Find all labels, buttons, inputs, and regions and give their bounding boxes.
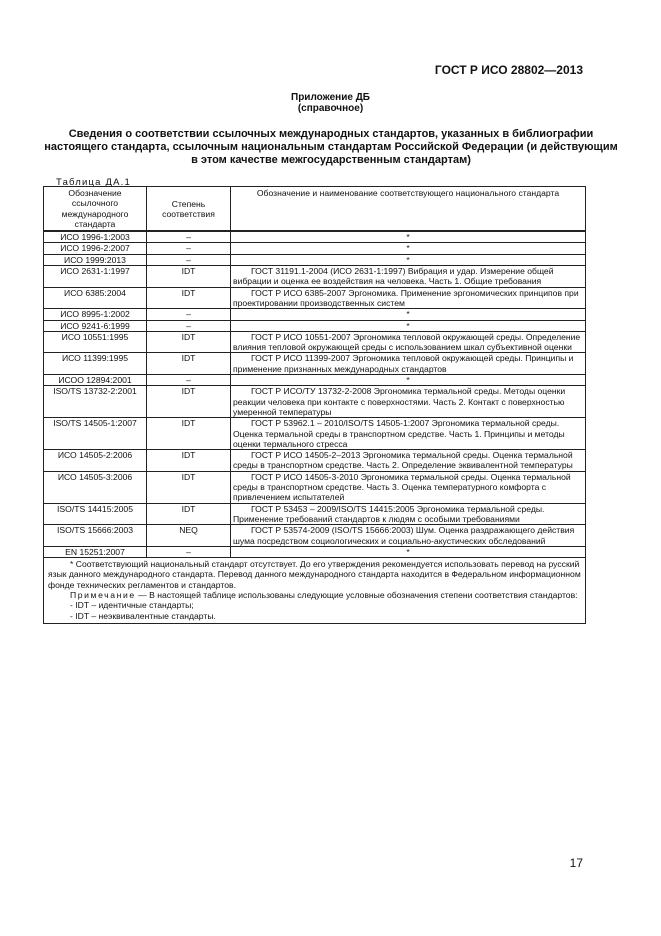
cell-degree: IDT (147, 418, 231, 450)
note-paragraph (48, 590, 581, 600)
national-standard-text: ГОСТ Р ИСО/ТУ 13732-2-2008 Эргономика термальной среды. Методы оценки реакции человека при контакте с поверхностями. Часть 2. Контакт с поверхностью умеренной температуры (233, 386, 566, 417)
table-row (44, 546, 586, 557)
table-body (44, 231, 586, 557)
cell-international-standard: EN 15251:2007 (44, 546, 147, 557)
cell-degree: – (147, 320, 231, 331)
cell-national-standard (231, 231, 586, 243)
cell-national-standard (231, 309, 586, 320)
national-standard-text: ГОСТ Р 53574-2009 (ISO/TS 15666:2003) Шум. Оценка раздражающего действия шума посредством социологических и социально-акустических обследований (233, 525, 575, 546)
cell-national-standard (231, 254, 586, 265)
cell-international-standard: ИСО 11399:1995 (44, 353, 147, 375)
table-row (44, 320, 586, 331)
table-notes-row (44, 558, 586, 624)
note-label: Примечание (70, 589, 136, 600)
legend-item-idt: - IDT – идентичные стандарты; (70, 600, 194, 611)
cell-international-standard: ИСОО 12894:2001 (44, 375, 147, 386)
table-row (44, 331, 586, 353)
correspondence-table (43, 186, 586, 624)
table-row (44, 375, 586, 386)
cell-degree: – (147, 309, 231, 320)
national-standard-text: * (406, 232, 410, 243)
cell-international-standard: ИСО 8995-1:2002 (44, 309, 147, 320)
cell-national-standard (231, 450, 586, 472)
page-number: 17 (569, 856, 583, 870)
cell-degree: – (147, 546, 231, 557)
legend-item-neq: - IDT – неэквивалентные стандарты. (70, 610, 216, 621)
header-international-standard: Обозначение ссылочного международного стандарта (44, 187, 147, 232)
cell-international-standard: ИСО 9241-6:1999 (44, 320, 147, 331)
cell-degree: IDT (147, 503, 231, 525)
correspondence-table-container (43, 186, 585, 624)
cell-national-standard (231, 471, 586, 503)
national-standard-text: * (406, 243, 410, 254)
table-row (44, 503, 586, 525)
cell-national-standard (231, 320, 586, 331)
cell-degree: – (147, 231, 231, 243)
cell-national-standard (231, 353, 586, 375)
cell-international-standard: ИСО 14505-2:2006 (44, 450, 147, 472)
national-standard-text: ГОСТ Р 53453 – 2009/ISO/TS 14415:2005 Эргономика термальной среды. Применение требований стандартов к людям с особыми требованиями (233, 503, 545, 524)
national-standard-text: ГОСТ Р ИСО 14505-3-2010 Эргономика термальной среды. Оценка термальной среды в транспортном средстве. Часть 3. Оценка температурного комфорта с привлечением испытателей (233, 471, 571, 503)
cell-national-standard (231, 503, 586, 525)
national-standard-text: ГОСТ Р ИСО 6385-2007 Эргономика. Применение эргономических принципов при проектировании производственных систем (233, 287, 579, 308)
national-standard-text: ГОСТ Р 53962.1 – 2010/ISO/TS 14505-1:2007 Эргономика термальной среды. Оценка термальной среды в транспортном средстве. Часть 1. Принципы и методы оценки термального стресса (233, 418, 565, 449)
cell-national-standard (231, 243, 586, 254)
national-standard-text: * (406, 375, 410, 386)
table-row (44, 254, 586, 265)
cell-degree: IDT (147, 386, 231, 418)
document-standard-number: ГОСТ Р ИСО 28802—2013 (434, 63, 583, 77)
cell-national-standard (231, 546, 586, 557)
cell-national-standard (231, 418, 586, 450)
table-notes (44, 558, 586, 624)
table-row (44, 266, 586, 288)
cell-international-standard: ИСО 1996-2:2007 (44, 243, 147, 254)
header-national-standard: Обозначение и наименование соответствующего национального стандарта (231, 187, 586, 232)
table-row (44, 287, 586, 309)
table-row (44, 309, 586, 320)
appendix-title: Приложение ДБ (291, 92, 370, 103)
national-standard-text: * (406, 320, 410, 331)
cell-national-standard (231, 287, 586, 309)
cell-degree: IDT (147, 287, 231, 309)
cell-degree: IDT (147, 353, 231, 375)
cell-national-standard (231, 386, 586, 418)
cell-degree: IDT (147, 450, 231, 472)
cell-national-standard (231, 375, 586, 386)
cell-international-standard: ИСО 10551:1995 (44, 331, 147, 353)
cell-degree: IDT (147, 471, 231, 503)
cell-international-standard: ИСО 2631-1:1997 (44, 266, 147, 288)
table-caption: Таблица ДА.1 (56, 177, 131, 188)
national-standard-text: ГОСТ Р ИСО 14505-2–2013 Эргономика термальной среды. Оценка термальной среды в транспортном средстве. Часть 2. Определение эквивалентной температуры (233, 450, 573, 471)
footnote-text: * Соответствующий национальный стандарт отсутствует. До его утверждения рекомендуется использовать перевод на русский язык данного международного стандарта. Перевод данного международного стандарта находится в Федеральном информационном фонде технических регламентов и стандартов. (48, 559, 581, 590)
cell-national-standard (231, 525, 586, 547)
national-standard-text: ГОСТ Р ИСО 10551-2007 Эргономика тепловой окружающей среды. Определение влияния тепловой окружающей среды с использованием шкал субъективной оценки (233, 331, 581, 353)
cell-degree: NEQ (147, 525, 231, 547)
cell-degree: – (147, 243, 231, 254)
cell-national-standard (231, 266, 586, 288)
cell-international-standard: ИСО 1999:2013 (44, 254, 147, 265)
national-standard-text: ГОСТ Р ИСО 11399-2007 Эргономика тепловой окружающей среды. Принципы и применение признанных международных стандартов (233, 353, 574, 374)
cell-international-standard: ISO/TS 14505-1:2007 (44, 418, 147, 450)
table-row (44, 418, 586, 450)
cell-degree: IDT (147, 266, 231, 288)
cell-degree: – (147, 375, 231, 386)
table-row (44, 450, 586, 472)
national-standard-text: * (406, 546, 410, 557)
table-row (44, 231, 586, 243)
table-row (44, 386, 586, 418)
cell-international-standard: ISO/TS 15666:2003 (44, 525, 147, 547)
cell-degree: IDT (147, 331, 231, 353)
cell-international-standard: ИСО 6385:2004 (44, 287, 147, 309)
national-standard-text: * (406, 254, 410, 265)
cell-international-standard: ISO/TS 13732-2:2001 (44, 386, 147, 418)
cell-degree: – (147, 254, 231, 265)
national-standard-text: * (406, 309, 410, 320)
cell-international-standard: ISO/TS 14415:2005 (44, 503, 147, 525)
table-row (44, 353, 586, 375)
table-row (44, 243, 586, 254)
cell-international-standard: ИСО 14505-3:2006 (44, 471, 147, 503)
section-title: Сведения о соответствии ссылочных международных стандартов, указанных в библиографии настоящего стандарта, ссылочным национальным стандартам Российской Федерации (и действующим в этом качестве межгосударственным стандартам) (44, 128, 618, 166)
note-text: — В настоящей таблице использованы следующие условные обозначения степени соответствия стандартов: (138, 589, 578, 600)
appendix-subtitle: (справочное) (297, 103, 364, 114)
national-standard-text: ГОСТ 31191.1-2004 (ИСО 2631-1:1997) Вибрация и удар. Измерение общей вибрации и оценка ее воздействия на человека. Часть 1. Общие требования (233, 266, 554, 287)
table-row (44, 471, 586, 503)
cell-international-standard: ИСО 1996-1:2003 (44, 231, 147, 243)
table-row (44, 525, 586, 547)
cell-national-standard (231, 331, 586, 353)
table-header-row (44, 187, 586, 232)
header-degree-of-correspondence: Степень соответствия (147, 187, 231, 232)
